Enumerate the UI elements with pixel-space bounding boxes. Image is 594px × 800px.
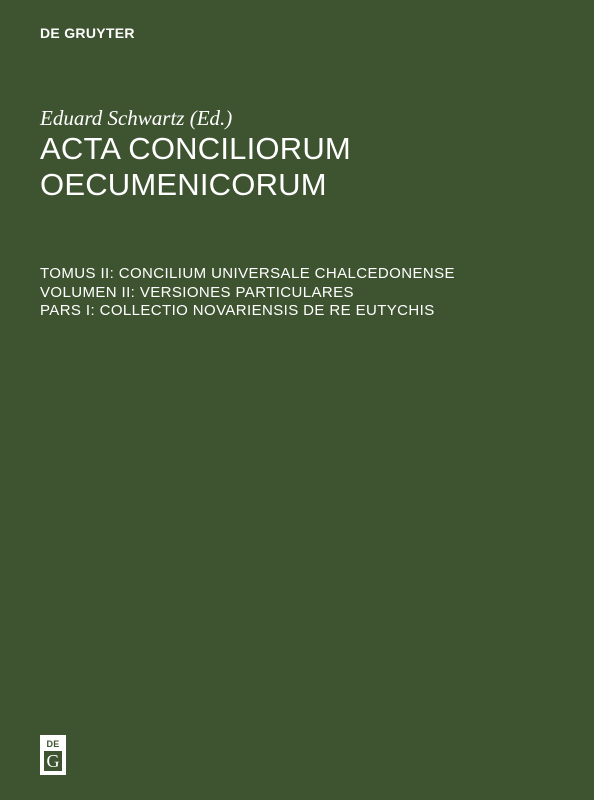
volume-line-pars: PARS I: COLLECTIO NOVARIENSIS DE RE EUTYCHIS — [40, 302, 435, 319]
book-title — [40, 131, 560, 203]
title-line: ACTA CONCILIORUM — [40, 131, 351, 166]
title-line: OECUMENICORUM — [40, 167, 327, 202]
volume-line-tomus: TOMUS II: CONCILIUM UNIVERSALE CHALCEDONENSE — [40, 265, 455, 282]
logo-top-text: DE — [42, 737, 64, 751]
publisher-name: DE GRUYTER — [40, 25, 135, 41]
publisher-logo — [40, 735, 66, 775]
logo-bottom-text: G — [42, 751, 64, 773]
volume-line-volumen: VOLUMEN II: VERSIONES PARTICULARES — [40, 283, 354, 301]
volume-info — [40, 265, 570, 321]
editor-name: Eduard Schwartz (Ed.) — [40, 106, 233, 130]
